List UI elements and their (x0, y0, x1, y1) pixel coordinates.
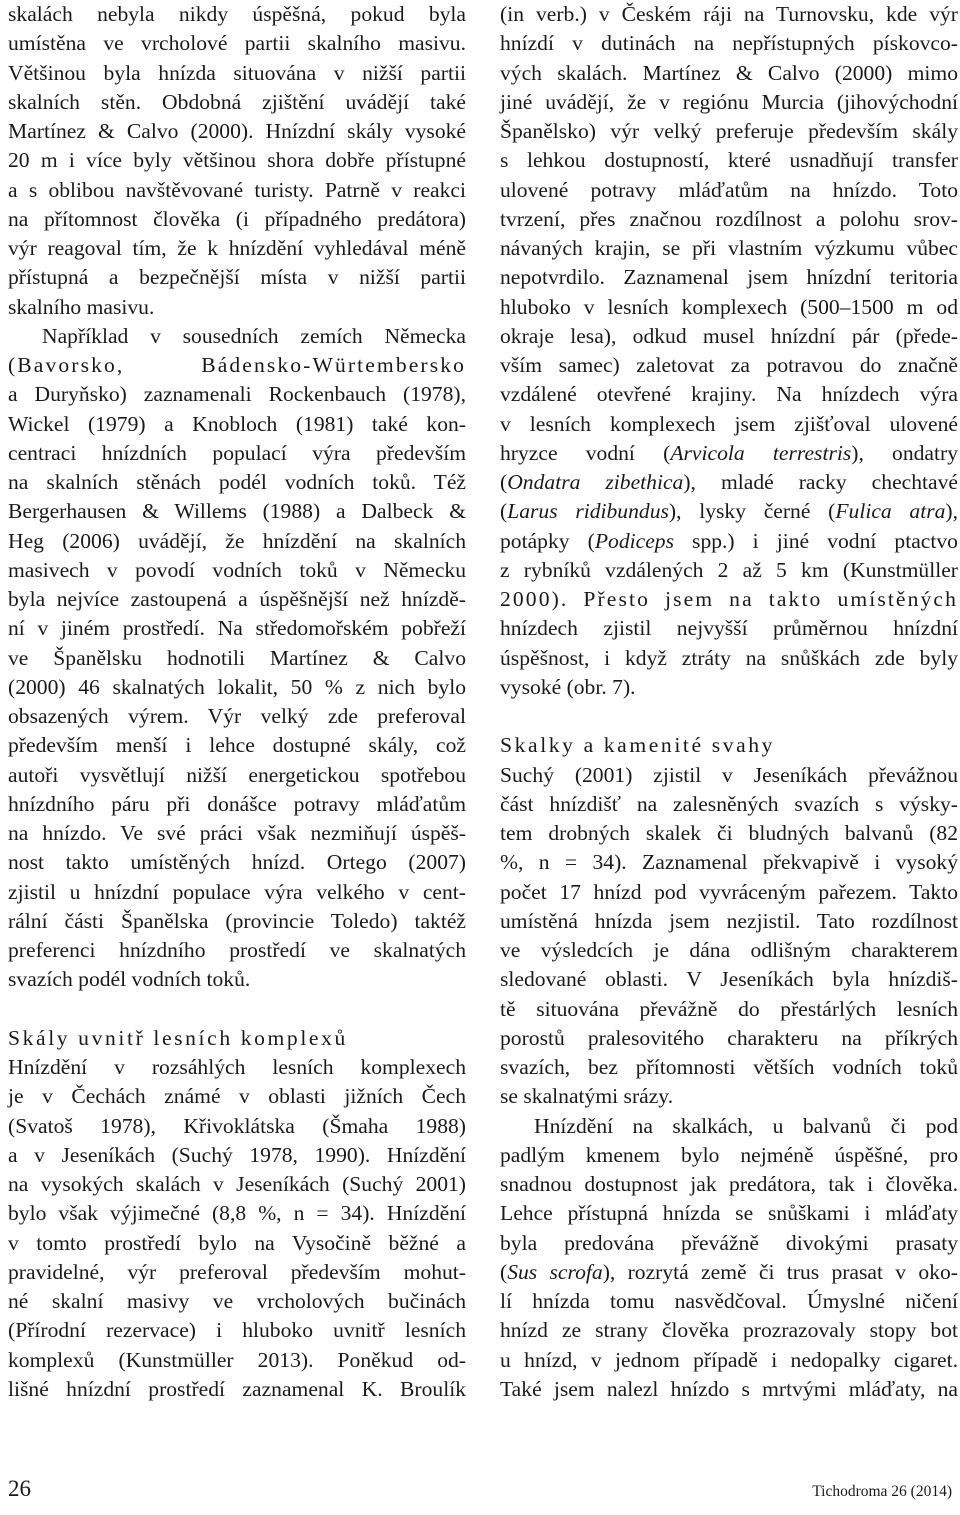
text-line: hnízdí v dutinách na nepřístupných pískovco- (500, 31, 958, 56)
species-name: Podiceps (594, 528, 674, 553)
text-line: hnízd ze strany člověka prozrazovaly stopy bot (500, 1318, 958, 1343)
text-line: u hnízd, v jednom případě i nedopalky cigaret. (500, 1347, 958, 1372)
section-gap (500, 702, 958, 731)
text-line: je v Čechách známé v oblasti jižních Čech (8, 1084, 466, 1109)
page-number: 26 (8, 1476, 31, 1501)
text-line: s lehkou dostupností, které usnadňují transfer (500, 148, 958, 173)
text-line: a v Jeseníkách (Suchý 1978, 1990). Hnízdění (8, 1142, 466, 1167)
text-line: lišné hnízdní prostředí zaznamenal K. Broulík (8, 1376, 466, 1401)
text-line: svazích podél vodních toků. (8, 967, 251, 992)
text-line: výr reagoval tím, že k hnízdění vyhledával méně (8, 236, 466, 260)
text-line: umístěna ve vrcholové partii skalního masivu. (8, 31, 466, 56)
text-line: Heg (2006) uvádějí, že hnízdění na skalních (8, 528, 466, 553)
text-line: z rybníků vzdálených 2 až 5 km (Kunstmüller (500, 557, 958, 582)
text-line: počet 17 hnízd pod vyvráceným pařezem. Takto (500, 879, 958, 904)
text-line: ulovené potravy mláďatům na hnízdo. Toto (500, 177, 958, 202)
text-line: (Bavorsko, Bádensko-Würtembersko (8, 353, 466, 377)
text-line: vším samec) zaletovat za potravou do značně (500, 353, 958, 377)
journal-footer: Tichodroma 26 (2014) (812, 1483, 952, 1500)
text-line: 20 m i více byly většinou shora dobře přístupné (8, 148, 466, 173)
text-line: porostů pralesovitého charakteru na příkrých (500, 1025, 958, 1050)
text-line: centraci hnízdních populací výra především (8, 440, 466, 465)
text-line: lí hnízda tomu nasvědčoval. Úmyslné ničení (500, 1289, 958, 1313)
text-line: se skalnatými srázy. (500, 1084, 674, 1109)
text-run: spp.) i jiné vodní ptactvo (673, 528, 958, 553)
paragraph (8, 0, 466, 322)
species-name: Ondatra zibethica (507, 470, 684, 494)
species-name: Arvicola terrestris (670, 440, 852, 465)
text-line: vysoké (obr. 7). (500, 674, 636, 699)
text-line: nepotvrdilo. Zaznamenal jsem hnízdní teritoria (500, 265, 958, 290)
text-run: potápky ( (500, 528, 595, 553)
text-line: (in verb.) v Českém ráji na Turnovsku, kde výr (500, 2, 958, 26)
text-line: tě situována převážně do přestárlých lesních (500, 996, 958, 1021)
text-line: snadnou dostupnost jak predátora, tak i člověka. (500, 1172, 958, 1196)
text-line: svazích, bez přítomnosti větších vodních toků (500, 1055, 958, 1079)
text-line: hluboko v lesních komplexech (500–1500 m od (500, 294, 958, 319)
paragraph (500, 761, 958, 1112)
paragraph (8, 322, 466, 995)
text-line: Hnízdění v rozsáhlých lesních komplexech (8, 1055, 466, 1079)
text-line: na přítomnost člověka (i případného predátora) (8, 206, 466, 231)
text-line: (Přírodní rezervace) i hluboko uvnitř lesních (8, 1318, 466, 1343)
text-line: 2000). Přesto jsem na takto umístěných (500, 587, 958, 611)
text-line: Většinou byla hnízda situována v nižší partii (8, 60, 466, 85)
text-line: Lehce přístupná hnízda se snůškami i mláďaty (500, 1201, 958, 1226)
text-run: ), lysky černé ( (668, 499, 836, 524)
text-line: hnízdech zjistil nejvyšší průměrnou hnízdní (500, 616, 958, 641)
text-line: obsazených výrem. Výr velký zde preferoval (8, 704, 466, 728)
paragraph (500, 0, 958, 702)
text-line: Hnízdění na skalkách, u balvanů či pod (534, 1113, 958, 1138)
text-line: autoři vysvětlují nižší energetickou spotřebou (8, 762, 466, 787)
text-line: preferenci hnízdního prostředí ve skalnatých (8, 938, 466, 962)
text-run: hryzce vodní ( (500, 440, 671, 465)
text-line: úspěšnost, i když ztráty na snůškách zde byly (500, 645, 958, 670)
text-run: ( (500, 470, 508, 494)
text-line: Také jsem nalezl hnízdo s mrtvými mláďaty, na (500, 1376, 958, 1401)
text-line: v lesních komplexech jsem zjišťoval ulovené (500, 411, 958, 436)
text-line: vých skalách. Martínez & Calvo (2000) mimo (500, 60, 958, 85)
species-name: Larus ridibundus (507, 499, 669, 524)
text-line: jiné uvádějí, že v regiónu Murcia (jihovýchodní (500, 89, 958, 114)
text-run: ( (500, 499, 508, 524)
paragraph (8, 1053, 466, 1404)
left-column (8, 0, 466, 1404)
text-line: né skalní masivy ve vrcholových bučinách (8, 1289, 466, 1313)
paragraph (500, 1112, 958, 1405)
text-line: (2000) 46 skalnatých lokalit, 50 % z nich bylo (8, 674, 466, 699)
text-line: na vysokých skalách v Jeseníkách (Suchý 2001) (8, 1172, 466, 1196)
text-line: Například v sousedních zemích Německa (42, 323, 466, 348)
text-run: ), mladé racky chechtavé (683, 470, 958, 494)
text-line (500, 1258, 958, 1287)
text-line: skalních stěn. Obdobná zjištění uvádějí také (8, 89, 466, 114)
text-line: ve Španělsku hodnotili Martínez & Calvo (8, 645, 466, 670)
species-name: Sus scrofa (507, 1259, 603, 1284)
text-line (500, 468, 958, 497)
text-line: část hnízdišť na zalesněných svazích s výsky- (500, 791, 958, 816)
text-line: Martínez & Calvo (2000). Hnízdní skály vysoké (8, 119, 466, 143)
text-run: ), ondatry (851, 440, 958, 465)
text-line: Španělsko) výr velký preferuje především skály (500, 119, 958, 143)
text-line: Suchý (2001) zjistil v Jeseníkách převážnou (500, 762, 958, 787)
text-run: ( (500, 1259, 508, 1284)
species-name: Fulica atra (835, 499, 946, 524)
text-line: sledované oblasti. V Jeseníkách byla hnízdiš- (500, 967, 958, 992)
text-line: v tomto prostředí bylo na Vysočině běžné a (8, 1230, 466, 1255)
text-line: vzdálené otevřené krajiny. Na hnízdech výra (500, 382, 958, 407)
text-line: komplexů (Kunstmüller 2013). Poněkud od- (8, 1347, 466, 1372)
text-line: hnízdního páru při donášce potravy mláďatům (8, 791, 466, 816)
right-column (500, 0, 958, 1404)
text-line: nost takto umístěných hnízd. Ortego (2007) (8, 850, 466, 875)
text-line: návaných krajin, se při vlastním výzkumu vůbec (500, 236, 958, 260)
text-line: skalního masivu. (8, 294, 155, 319)
text-line: byla nejvíce zastoupená a úspěšnější než hnízdě- (8, 587, 466, 611)
text-line: tem drobných skalek či bludných balvanů (82 (500, 821, 958, 845)
text-line: (Svatoš 1978), Křivoklátska (Šmaha 1988) (8, 1113, 466, 1138)
text-line: rální části Španělska (provincie Toledo) taktéž (8, 908, 466, 933)
text-line (500, 497, 958, 526)
text-line: především menší i lehce dostupné skály, což (8, 733, 466, 758)
text-line: na hnízdo. Ve své práci však nezmiňují úspěš- (8, 821, 466, 845)
text-line: padlým kmenem bylo nejméně úspěšné, pro (500, 1142, 958, 1167)
text-line: okraje lesa), odkud musel hnízdní pár (přede- (500, 323, 958, 348)
text-run: ), rozrytá země či trus prasat v oko- (602, 1259, 958, 1284)
text-line (500, 527, 958, 556)
text-line: a s oblibou navštěvované turisty. Patrně v reakci (8, 177, 466, 202)
text-line: a Duryňsko) zaznamenali Rockenbauch (1978), (8, 382, 466, 407)
text-run: ), (945, 499, 958, 524)
text-line: zjistil u hnízdní populace výra velkého v cent- (8, 879, 466, 904)
section-heading: Skály uvnitř lesních komplexů (8, 1025, 348, 1050)
text-line: tvrzení, přes značnou rozdílnost a polohu srov- (500, 206, 958, 231)
text-line: %, n = 34). Zaznamenal překvapivě i vysoký (500, 850, 958, 875)
text-line: skalách nebyla nikdy úspěšná, pokud byla (8, 2, 466, 26)
text-line: na skalních stěnách podél vodních toků. Též (8, 470, 466, 494)
text-line: Wickel (1979) a Knobloch (1981) také kon- (8, 411, 466, 436)
text-line: byla predována převážně divokými prasaty (500, 1230, 958, 1255)
text-line (500, 439, 958, 468)
text-line: umístěná hnízda jsem nezjistil. Tato rozdílnost (500, 908, 958, 933)
text-line: ve výsledcích je dána odlišným charakterem (500, 938, 958, 962)
text-line: ní v jiném prostředí. Na středomořském pobřeží (8, 616, 466, 641)
text-line: bylo však výjimečné (8,8 %, n = 34). Hnízdění (8, 1201, 466, 1226)
section-gap (8, 995, 466, 1024)
section-heading: Skalky a kamenité svahy (500, 733, 776, 758)
text-line: Bergerhausen & Willems (1988) a Dalbeck & (8, 499, 466, 524)
text-line: přístupná a bezpečnější místa v nižší partii (8, 265, 466, 290)
text-line: masivech v povodí vodních toků v Německu (8, 557, 466, 582)
text-line: pravidelné, výr preferoval především mohut- (8, 1259, 466, 1284)
